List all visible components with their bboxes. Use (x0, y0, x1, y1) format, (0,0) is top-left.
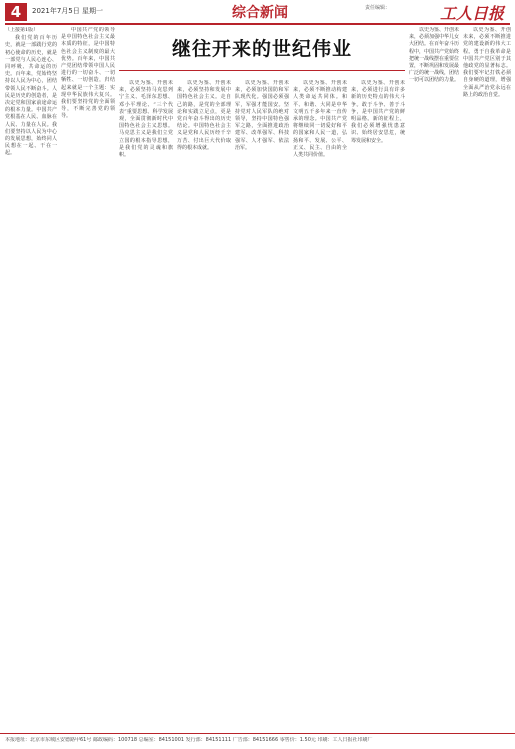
paragraph: 中国共产党的领导是中国特色社会主义最本质的特征，是中国特色社会主义制度的最大优势。百年来，中国共产党团结带领中国人民进行的一切奋斗、一切牺牲、一切创造，归结起来就是一个主题：实现中华民族伟大复兴。我们要坚持党的全面领导，不断完善党的领导。 (61, 27, 115, 120)
section-title: 综合新闻 (232, 5, 288, 21)
editor-line: 责任编辑： (365, 5, 391, 11)
page-number: 4 (5, 3, 27, 21)
paragraph: 以史为鉴、开创未来，必须加强中华儿女大团结。在百年奋斗历程中，中国共产党始终把统一战线摆在重要位置，不断巩固和发展最广泛的统一战线，团结一切可以团结的力量。 (409, 27, 459, 84)
text-column-3 (119, 80, 173, 729)
text-column-1 (5, 27, 57, 729)
paragraph: 以史为鉴、开创未来，必须坚持马克思列宁主义、毛泽东思想、邓小平理论、“三个代表”重要思想、科学发展观，全面贯彻新时代中国特色社会主义思想。马克思主义是我们立党立国的根本指导思想，是我们党的灵魂和旗帜。 (119, 80, 173, 159)
page-footer (0, 733, 515, 749)
text-column-9 (463, 27, 511, 729)
footer-imprint: 本报地址：北京市东城区安德路甲61号 邮政编码：100718 总编室：84151001 发行部：84151111 广告部：84151666 零售价：1.50元 印刷：工人日报社印刷厂 (5, 737, 373, 743)
paragraph: 以史为鉴、开创未来，必须坚持和发展中国特色社会主义。走自己的路，是党的全部理论和实践立足点，更是党百年奋斗得出的历史结论。中国特色社会主义是党和人民历经千辛万苦、付出巨大代价取得的根本成就。 (177, 80, 231, 151)
text-column-8 (409, 27, 459, 729)
page-header (0, 0, 515, 24)
text-column-7 (351, 80, 405, 729)
text-column-6 (293, 80, 347, 729)
issue-date: 2021年7月5日 星期一 (32, 7, 103, 15)
text-column-2 (61, 27, 115, 729)
paragraph: 以史为鉴、开创未来，必须加快国防和军队现代化。强国必须强军，军强才能国安。坚持党对人民军队的绝对领导，坚持中国特色强军之路，全面推进政治建军、改革强军、科技强军、人才强军、依法治军。 (235, 80, 289, 151)
header-rule (5, 23, 510, 25)
editor-credits (365, 5, 390, 12)
title-rule (119, 70, 405, 71)
text-column-4 (177, 80, 231, 729)
text-column-5 (235, 80, 289, 729)
newspaper-logo: 工人日报 (440, 4, 505, 23)
article-title: 继往开来的世纪伟业 (171, 38, 352, 60)
article-byline: （上接第1版） (5, 27, 39, 33)
paragraph: 以史为鉴、开创未来，必须不断推进党的建设新的伟大工程。勇于自我革命是中国共产党区别于其他政党的显著标志。我们要牢记打铁必须自身硬的道理，增强全面从严治党永远在路上的政治自觉。 (463, 27, 511, 98)
paragraph: 以史为鉴、开创未来，必须进行具有许多新的历史特点的伟大斗争。敢于斗争、善于斗争，是中国共产党的鲜明品格。新的征程上，我们必须增强忧患意识、始终居安思危，统筹发展和安全。 (351, 80, 405, 144)
paragraph: 以史为鉴、开创未来，必须不断推动构建人类命运共同体。和平、和谐、大同是中华文明五千多年来一直传承的理念。中国共产党将继续同一切爱好和平的国家和人民一道，弘扬和平、发展、公平、正义、民主、自由的全人类共同价值。 (293, 80, 347, 159)
paragraph: 我们党的百年历史，就是一部践行党的初心使命的历史，就是一部党与人民心连心、同呼吸、共命运的历史。百年来，党始终坚持以人民为中心，团结带领人民不断奋斗。人民是历史的创造者，是决定党和国家前途命运的根本力量。中国共产党根基在人民、血脉在人民、力量在人民。我们要坚持以人民为中心的发展思想，始终同人民想在一起、干在一起。 (5, 35, 57, 157)
